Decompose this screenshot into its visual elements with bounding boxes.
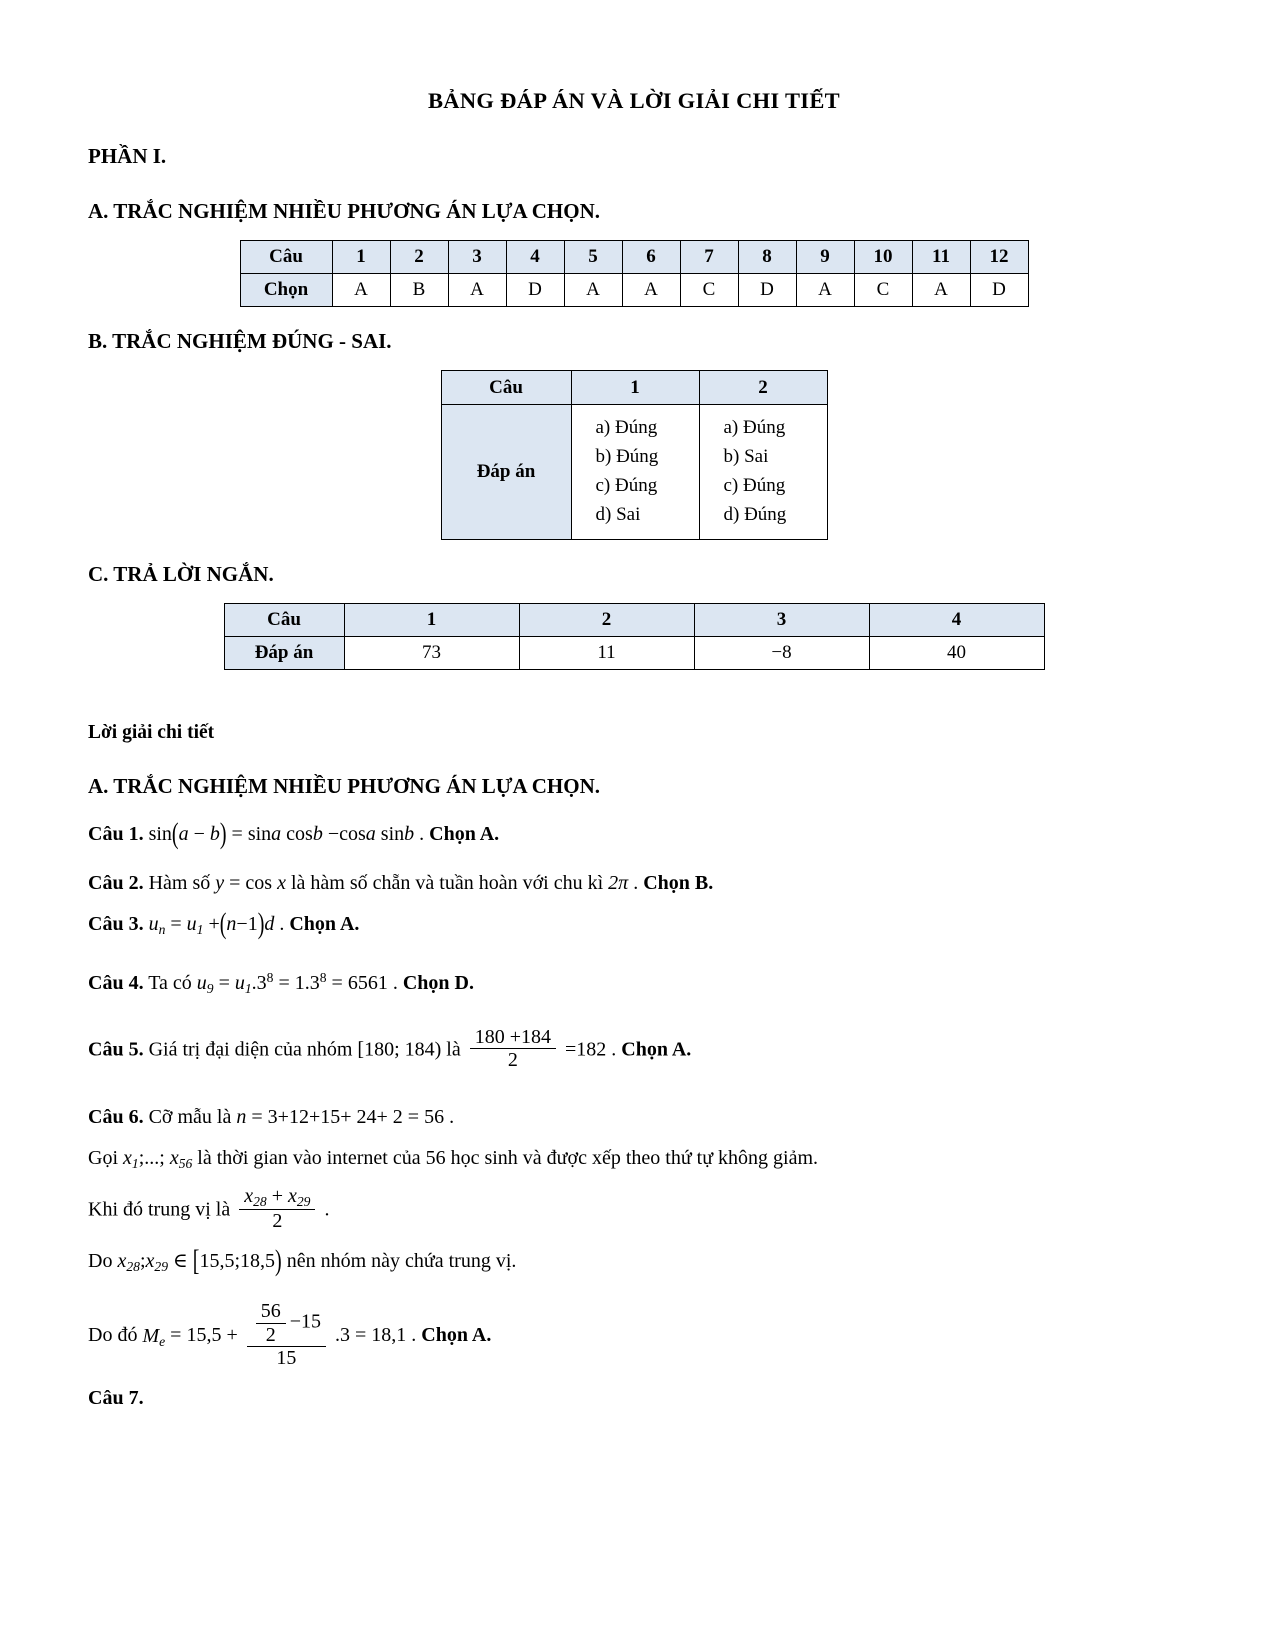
solution-cau5-fraction-numerator: 180 +184	[474, 1025, 551, 1048]
solution-cau6-line5-tail: .3 = 18,1 .	[335, 1324, 417, 1347]
mcq-question-6: 6	[622, 241, 680, 274]
table-row	[224, 603, 1044, 636]
table-row	[240, 274, 1028, 307]
tf-q2-item-a: a) Đúng	[723, 417, 786, 438]
mcq-row-label-answer: Chọn	[240, 274, 332, 307]
tf-row-label-answer: Đáp án	[441, 405, 571, 540]
solution-cau2	[88, 870, 1180, 897]
solution-cau6-line3-lead: Khi đó trung vị là	[88, 1198, 231, 1221]
solution-cau1-choice: Chọn A.	[429, 822, 500, 845]
solution-cau6-line3	[88, 1184, 1180, 1234]
mcq-question-3: 3	[448, 241, 506, 274]
mcq-question-8: 8	[738, 241, 796, 274]
solution-cau6-line1	[88, 1104, 1180, 1131]
short-row-label-answer: Đáp án	[224, 636, 344, 669]
solution-cau1	[88, 816, 1180, 850]
solution-cau2-label: Câu 2.	[88, 871, 144, 894]
solution-cau6-big-fraction-numerator	[247, 1300, 326, 1346]
solution-cau6-big-fraction	[247, 1300, 326, 1369]
solution-cau4-label: Câu 4.	[88, 971, 144, 994]
short-question-3: 3	[694, 603, 869, 636]
mcq-answer-7: C	[680, 274, 738, 307]
solution-cau2-choice: Chọn B.	[643, 871, 714, 894]
mcq-answer-4: D	[506, 274, 564, 307]
tf-row-label-question: Câu	[441, 371, 571, 405]
solution-cau7	[88, 1385, 1180, 1412]
mcq-answer-1: A	[332, 274, 390, 307]
short-answer-1: 73	[344, 636, 519, 669]
mcq-answer-2: B	[390, 274, 448, 307]
solution-cau6-interval: $x_{28};x_{29}$ ∈ [15,5;18,5)	[117, 1244, 282, 1278]
tf-q1-item-a: a) Đúng	[595, 417, 658, 438]
mcq-question-1: 1	[332, 241, 390, 274]
tf-q1-item-c: c) Đúng	[595, 474, 658, 496]
section-a-heading: A. TRẮC NGHIỆM NHIỀU PHƯƠNG ÁN LỰA CHỌN.	[88, 199, 600, 223]
solution-cau6-median-denominator: 2	[239, 1209, 315, 1232]
solution-cau6-line5-eq: = 15,5 +	[170, 1324, 238, 1347]
tf-question-2: 2	[699, 371, 827, 405]
solution-cau2-mid: là hàm số chẵn và tuần hoàn với chu kì	[290, 871, 604, 894]
solution-cau6-line5	[88, 1302, 1180, 1371]
solution-cau6-median-fraction	[239, 1185, 315, 1232]
short-question-1: 1	[344, 603, 519, 636]
solution-cau2-lead: Hàm số	[148, 871, 211, 894]
solution-cau7-label: Câu 7.	[88, 1387, 144, 1410]
solution-cau6-variables: $x_1$;...; $x_{56}$	[123, 1146, 193, 1171]
solution-cau3-dot: .	[279, 912, 285, 935]
mcq-question-12: 12	[970, 241, 1028, 274]
solution-cau6-line1-lead: Cỡ mẫu là	[148, 1105, 232, 1128]
short-answer-2: 11	[519, 636, 694, 669]
short-answer-table	[224, 603, 1045, 670]
solution-cau3	[88, 906, 1180, 940]
solutions-section-a-heading: A. TRẮC NGHIỆM NHIỀU PHƯƠNG ÁN LỰA CHỌN.	[88, 773, 600, 798]
mcq-answer-10: C	[854, 274, 912, 307]
tf-answers-question-1	[571, 405, 699, 540]
mcq-question-10: 10	[854, 241, 912, 274]
tf-q1-item-b: b) Đúng	[595, 445, 659, 467]
mcq-question-2: 2	[390, 241, 448, 274]
solution-cau6-choice: Chọn A.	[421, 1324, 492, 1347]
solution-cau5-result: =182 .	[565, 1038, 617, 1061]
solution-cau6-inner-numerator: 56	[260, 1300, 281, 1323]
solution-cau6-inner-denominator: 2	[256, 1323, 286, 1346]
solution-cau5-choice: Chọn A.	[621, 1038, 692, 1061]
solution-cau6-line1-dot: .	[449, 1105, 455, 1128]
solution-cau1-formula: sin(a − b) = sina cosb −cosa sinb	[148, 816, 415, 850]
section-c-heading: C. TRẢ LỜI NGẮN.	[88, 561, 274, 586]
solution-cau5	[88, 1025, 1180, 1074]
table-row	[240, 241, 1028, 274]
solution-cau2-period: 2π	[608, 871, 629, 894]
solution-cau4-dot: .	[392, 971, 398, 994]
solution-cau6-line4-rest: nên nhóm này chứa trung vị.	[286, 1250, 517, 1273]
table-row	[441, 371, 827, 405]
solution-cau4-choice: Chọn D.	[402, 971, 474, 994]
mcq-question-9: 9	[796, 241, 854, 274]
mcq-answer-table	[240, 240, 1029, 307]
solution-cau6-inner-fraction	[256, 1300, 286, 1346]
mcq-answer-8: D	[738, 274, 796, 307]
tf-q2-item-c: c) Đúng	[723, 474, 786, 496]
short-answer-3: −8	[694, 636, 869, 669]
solution-cau5-fraction	[470, 1026, 556, 1072]
solution-cau6-line2-rest: là thời gian vào internet của 56 học sinh và được xếp theo thứ tự không giảm.	[197, 1146, 819, 1169]
short-question-2: 2	[519, 603, 694, 636]
solution-cau5-lead: Giá trị đại diện của nhóm [180; 184) là	[148, 1038, 461, 1061]
mcq-question-5: 5	[564, 241, 622, 274]
page-title: BẢNG ĐÁP ÁN VÀ LỜI GIẢI CHI TIẾT	[428, 88, 840, 113]
truefalse-answer-table	[441, 370, 828, 540]
solution-cau2-function: y = cos x	[215, 871, 286, 894]
solution-cau1-label: Câu 1.	[88, 822, 144, 845]
mcq-question-4: 4	[506, 241, 564, 274]
solution-cau5-fraction-denominator: 2	[470, 1048, 556, 1071]
tf-question-1: 1	[571, 371, 699, 405]
solution-cau4-formula: $u_9 = u_1.3^8 = 1.3^8 = 6561$	[196, 969, 388, 996]
tf-q1-item-d: d) Sai	[595, 503, 641, 525]
short-answer-4: 40	[869, 636, 1044, 669]
solution-cau5-label: Câu 5.	[88, 1038, 144, 1061]
mcq-row-label-question: Câu	[240, 241, 332, 274]
mcq-answer-5: A	[564, 274, 622, 307]
solution-cau3-choice: Chọn A.	[289, 912, 360, 935]
tf-answers-question-2	[699, 405, 827, 540]
solution-cau6-label: Câu 6.	[88, 1105, 144, 1128]
solution-cau2-dot: .	[633, 871, 639, 894]
table-row	[224, 636, 1044, 669]
solutions-heading: Lời giải chi tiết	[88, 721, 215, 743]
section-b-heading: B. TRẮC NGHIỆM ĐÚNG - SAI.	[88, 329, 392, 353]
mcq-answer-11: A	[912, 274, 970, 307]
part-one-heading: PHẦN I.	[88, 144, 167, 168]
short-question-4: 4	[869, 603, 1044, 636]
solution-cau3-formula: $u_n = u_1 +(n-1)d$	[148, 906, 275, 940]
tf-q2-item-d: d) Đúng	[723, 503, 787, 525]
solution-cau6-median-numerator: $x_{28} + x_{29}$	[244, 1184, 311, 1209]
tf-q2-item-b: b) Sai	[723, 445, 769, 467]
solution-cau6-line3-dot: .	[324, 1198, 330, 1221]
mcq-answer-6: A	[622, 274, 680, 307]
short-row-label-question: Câu	[224, 603, 344, 636]
mcq-answer-9: A	[796, 274, 854, 307]
solution-cau1-period: .	[419, 822, 425, 845]
solution-cau6-line4-lead: Do	[88, 1250, 113, 1273]
mcq-answer-3: A	[448, 274, 506, 307]
solution-cau4-lead: Ta có	[148, 971, 192, 994]
mcq-question-7: 7	[680, 241, 738, 274]
mcq-question-11: 11	[912, 241, 970, 274]
solution-cau6-line4	[88, 1244, 1180, 1278]
solution-cau6-line5-lead: Do đó	[88, 1324, 138, 1347]
table-row	[441, 405, 827, 540]
mcq-answer-12: D	[970, 274, 1028, 307]
solution-cau6-median-symbol: $M_e$	[142, 1324, 166, 1349]
solution-cau6-sample-size: n = 3+12+15+ 24+ 2 = 56	[236, 1105, 445, 1128]
solution-cau6-big-fraction-denominator: 15	[247, 1346, 326, 1369]
solution-cau4	[88, 969, 1180, 998]
solution-cau6-line2	[88, 1145, 1180, 1173]
solution-cau3-label: Câu 3.	[88, 912, 144, 935]
solution-cau6-inner-rest: −15	[289, 1310, 322, 1333]
solution-cau6-line2-lead: Gọi	[88, 1146, 118, 1169]
